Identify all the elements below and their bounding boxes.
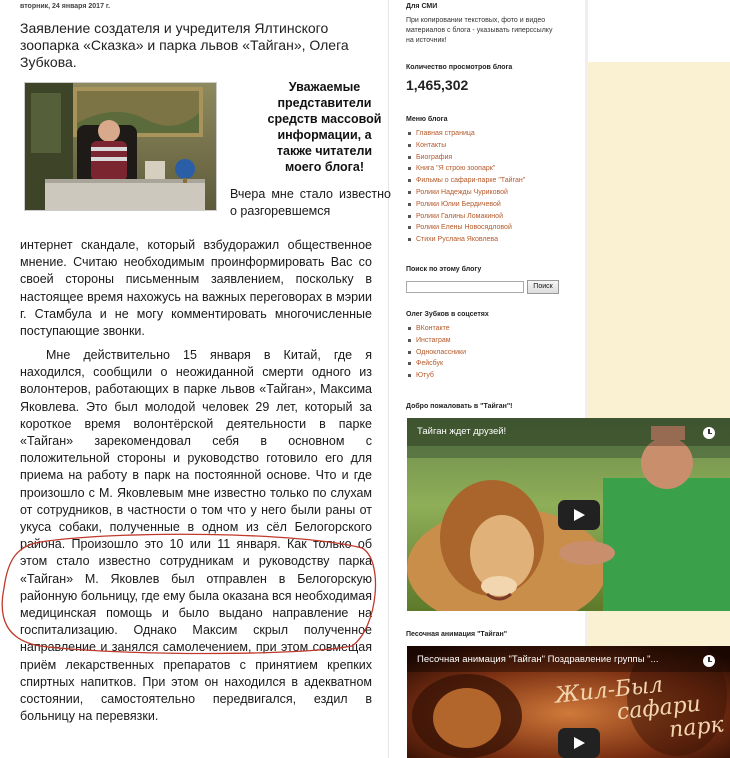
sand-video-player[interactable]: [407, 646, 730, 758]
search-input[interactable]: [406, 281, 524, 293]
post-date: вторник, 24 января 2017 г.: [20, 3, 111, 10]
post-title[interactable]: Заявление создателя и учредителя Ялтинского зоопарка «Сказка» и парка львов «Тайган», Олега Зубкова.: [20, 20, 349, 70]
search-heading: Поиск по этому блогу: [406, 266, 482, 273]
sidebar-smi-widget: [406, 3, 586, 46]
sidebar-menu-widget: [406, 116, 586, 246]
smi-text: При копировании текстовых, фото и видео материалов с блога - указывать гиперссылку на источник!: [406, 17, 553, 44]
watch-later-icon[interactable]: [703, 427, 715, 439]
social-heading: Олег Зубков в соцсетях: [406, 311, 489, 318]
social-item-instagram[interactable]: Инстаграм: [406, 335, 586, 347]
menu-item-berdicheva[interactable]: Ролики Юлии Бердичевой: [406, 199, 586, 211]
views-heading: Количество просмотров блога: [406, 64, 513, 71]
menu-item-churikova[interactable]: Ролики Надежды Чуриковой: [406, 187, 586, 199]
welcome-video-player[interactable]: [407, 418, 730, 611]
welcome-heading: Добро пожаловать в "Тайган"!: [406, 403, 513, 410]
sidebar-background: [588, 0, 730, 758]
menu-item-lomakina[interactable]: Ролики Галины Ломакиной: [406, 211, 586, 223]
social-list: [406, 323, 586, 382]
social-item-odnoklassniki[interactable]: Одноклассники: [406, 347, 586, 359]
social-item-vk[interactable]: ВКонтакте: [406, 323, 586, 335]
smi-heading: Для СМИ: [406, 3, 438, 10]
sand-overlay-line2: сафари: [615, 691, 702, 726]
author-photo-illustration: [25, 83, 217, 211]
author-photo: [24, 82, 217, 211]
welcome-video-title[interactable]: Тайган ждет друзей!: [417, 426, 507, 437]
menu-item-novosyadlova[interactable]: Ролики Елены Новосядловой: [406, 222, 586, 234]
watch-later-icon-2[interactable]: [703, 655, 715, 667]
sand-overlay-line3: парк: [667, 712, 725, 743]
sand-video-title[interactable]: Песочная анимация "Тайган" Поздравление группы "...: [417, 654, 659, 665]
sand-overlay-line1: Жил-Был: [553, 672, 665, 709]
sidebar-sand-widget: [406, 631, 586, 638]
sidebar-search-widget: [406, 266, 586, 273]
search-button[interactable]: Поиск: [527, 280, 559, 294]
menu-item-films[interactable]: Фильмы о сафари-парке "Тайган": [406, 175, 586, 187]
menu-heading: Меню блога: [406, 116, 448, 123]
social-item-facebook[interactable]: Фейсбук: [406, 358, 586, 370]
sidebar-views-widget: [406, 64, 586, 93]
sand-heading: Песочная анимация "Тайган": [406, 631, 508, 638]
play-button[interactable]: [558, 500, 600, 530]
play-button-2[interactable]: [558, 728, 600, 758]
social-item-youtube[interactable]: Ютуб: [406, 370, 586, 382]
views-count: 1,465,302: [406, 77, 469, 93]
menu-item-biography[interactable]: Биография: [406, 152, 586, 164]
menu-item-contacts[interactable]: Контакты: [406, 140, 586, 152]
menu-item-yakovlev-poems[interactable]: Стихи Руслана Яковлева: [406, 234, 586, 246]
greeting-heading: Уважаемые представители средств массовой информации, а также читатели моего блога!: [267, 80, 382, 174]
red-annotation-ellipse: [0, 528, 380, 658]
sidebar-social-widget: [406, 311, 586, 382]
post-paragraph-2-text: Мне действительно 15 января в Китай, где я находился, сообщили о неожиданной смерти одного из волонтеров, работающих в парке львов «Тайган», Максима Яковлева. Это был молодой человек 29 лет, который за короткое время волонтёрской деятельности в парке «Тайган» зарекомендовал себя в основном с положительной стороны и руководство готовило его для приема на работу в парк на постоянной основе. Что и где произошло с М. Яковлевым мне известно только по слухам от сотрудников, в частности о том что у него были раны от укуса собаки, полученные в одном из сёл Белогорского района. Произошло это 10 или 11 января. Как только об этом стало известно сотрудникам и руководству парка «Тайган» М. Яковлев был отправлен в Белогорскую районную больницу, где ему была оказана вся необходимая медицинская помощь и было выдано направление на госпитализацию. Однако Максим скрыл полученное направление и занялся самолечением, при этом совмещая приём лекарственных препаратов с принятием крепких спиртных напитков. При этом он находился в адекватном состоянии, самостоятельно передвигался, ездил в больницу на перевязки.: [20, 348, 372, 724]
menu-list: [406, 128, 586, 246]
sidebar-top-white: [588, 0, 730, 62]
post-paragraph-1: интернет скандале, который взбудоражил общественное мнение. Считаю необходимым проинформировать Вас со своей стороны письменным заявлением, поскольку в настоящее время нахожусь на важных переговорах в мэрии г. Стамбула и не могу комментировать многочисленные поступающие звонки.: [20, 238, 372, 339]
menu-item-home[interactable]: Главная страница: [406, 128, 586, 140]
menu-item-book[interactable]: Книга "Я строю зоопарк": [406, 163, 586, 175]
sidebar-welcome-widget: [406, 403, 586, 410]
post-text-intro: Вчера мне стало известно о разгоревшемся: [230, 187, 391, 219]
column-divider: [388, 0, 389, 758]
